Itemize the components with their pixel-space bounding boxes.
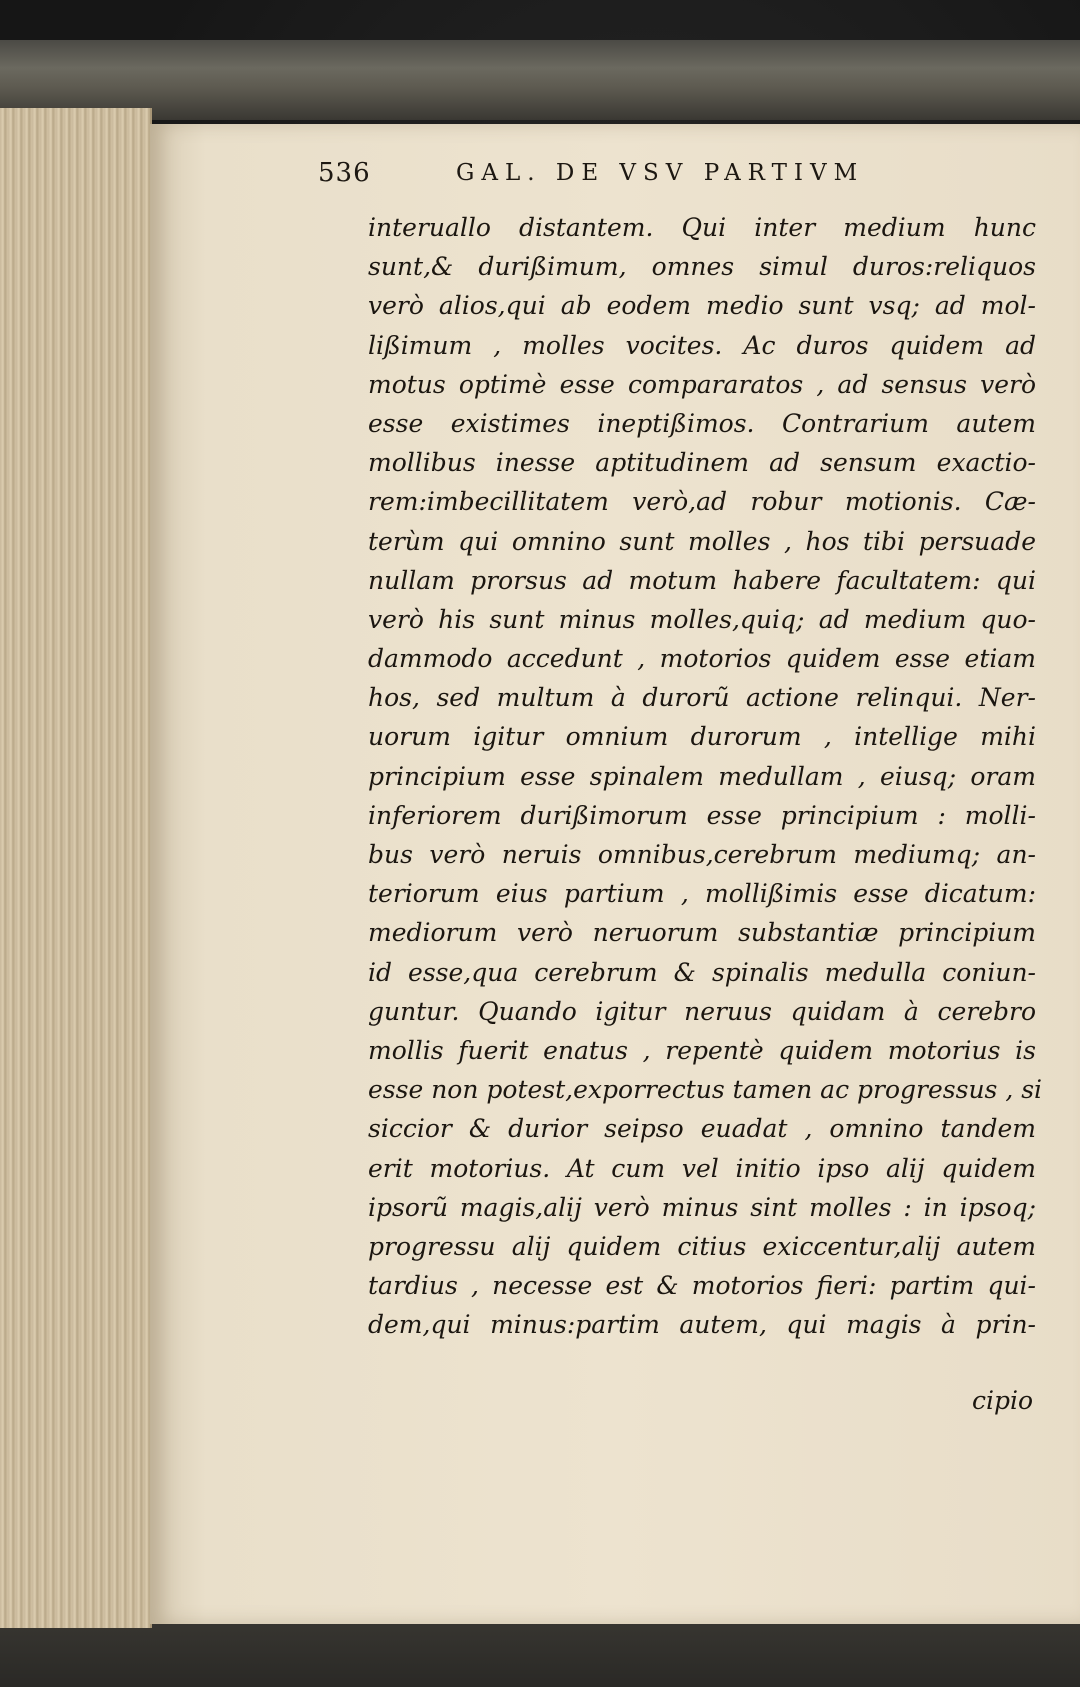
text-line: esse non potest,exporrectus tamen ac progressus , si bbox=[368, 1075, 1043, 1105]
text-line: ipsorũ magis,alij verò minus sint molles : in ipsoq; bbox=[368, 1192, 1036, 1222]
text-line: dem,qui minus:partim autem, qui magis à prin- bbox=[368, 1310, 1036, 1340]
text-line: uorum igitur omnium durorum , intellige mihi bbox=[368, 722, 1036, 752]
book-binding-top bbox=[0, 40, 1080, 120]
text-line: interuallo distantem. Qui inter medium hunc bbox=[368, 213, 1036, 242]
page-edges bbox=[0, 108, 152, 1628]
text-line: mediorum verò neruorum substantiæ principium bbox=[368, 918, 1036, 948]
text-line: inferiorem durißimorum esse principium : molli- bbox=[368, 800, 1036, 830]
text-line: nullam prorsus ad motum habere facultatem: qui bbox=[368, 565, 1036, 595]
body-text bbox=[368, 208, 1043, 1344]
text-line: esse existimes ineptißimos. Contrarium autem bbox=[368, 408, 1036, 438]
text-line: principium esse spinalem medullam , eiusq; oram bbox=[368, 761, 1036, 791]
running-head: GAL. DE VSV PARTIVM bbox=[456, 160, 865, 186]
text-line: motus optimè esse compararatos , ad sensus verò bbox=[368, 369, 1036, 399]
book-binding-bottom bbox=[0, 1618, 1080, 1687]
text-line: hos, sed multum à durorũ actione relinqui. Ner- bbox=[368, 683, 1036, 713]
text-line: erit motorius. At cum vel initio ipso alij quidem bbox=[368, 1153, 1036, 1183]
text-line: verò his sunt minus molles,quiq; ad medium quo- bbox=[368, 604, 1036, 634]
text-line: bus verò neruis omnibus,cerebrum mediumq; an- bbox=[368, 840, 1036, 869]
page-header bbox=[318, 158, 958, 194]
catchword: cipio bbox=[972, 1386, 1034, 1415]
text-line: sunt,& durißimum, omnes simul duros:reliquos bbox=[368, 252, 1036, 282]
text-line: rem:imbecillitatem verò,ad robur motionis. Cæ- bbox=[368, 487, 1036, 517]
text-line: lißimum , molles vocites. Ac duros quidem ad bbox=[368, 330, 1036, 360]
text-line: id esse,qua cerebrum & spinalis medulla coniun- bbox=[368, 957, 1036, 987]
text-line: tardius , necesse est & motorios fieri: partim qui- bbox=[368, 1271, 1036, 1301]
text-line: mollibus inesse aptitudinem ad sensum exactio- bbox=[368, 448, 1036, 478]
page-number: 536 bbox=[318, 158, 371, 188]
text-line: terùm qui omnino sunt molles , hos tibi persuade bbox=[368, 526, 1036, 556]
text-line: teriorum eius partium , mollißimis esse dicatum: bbox=[368, 879, 1036, 909]
text-line: mollis fuerit enatus , repentè quidem motorius is bbox=[368, 1035, 1036, 1065]
text-line: guntur. Quando igitur neruus quidam à cerebro bbox=[368, 996, 1036, 1026]
text-line: progressu alij quidem citius exiccentur,alij autem bbox=[368, 1231, 1036, 1261]
text-line: dammodo accedunt , motorios quidem esse etiam bbox=[368, 644, 1036, 674]
text-line: verò alios,qui ab eodem medio sunt vsq; ad mol- bbox=[368, 291, 1036, 321]
text-line: siccior & durior seipso euadat , omnino tandem bbox=[368, 1114, 1036, 1144]
